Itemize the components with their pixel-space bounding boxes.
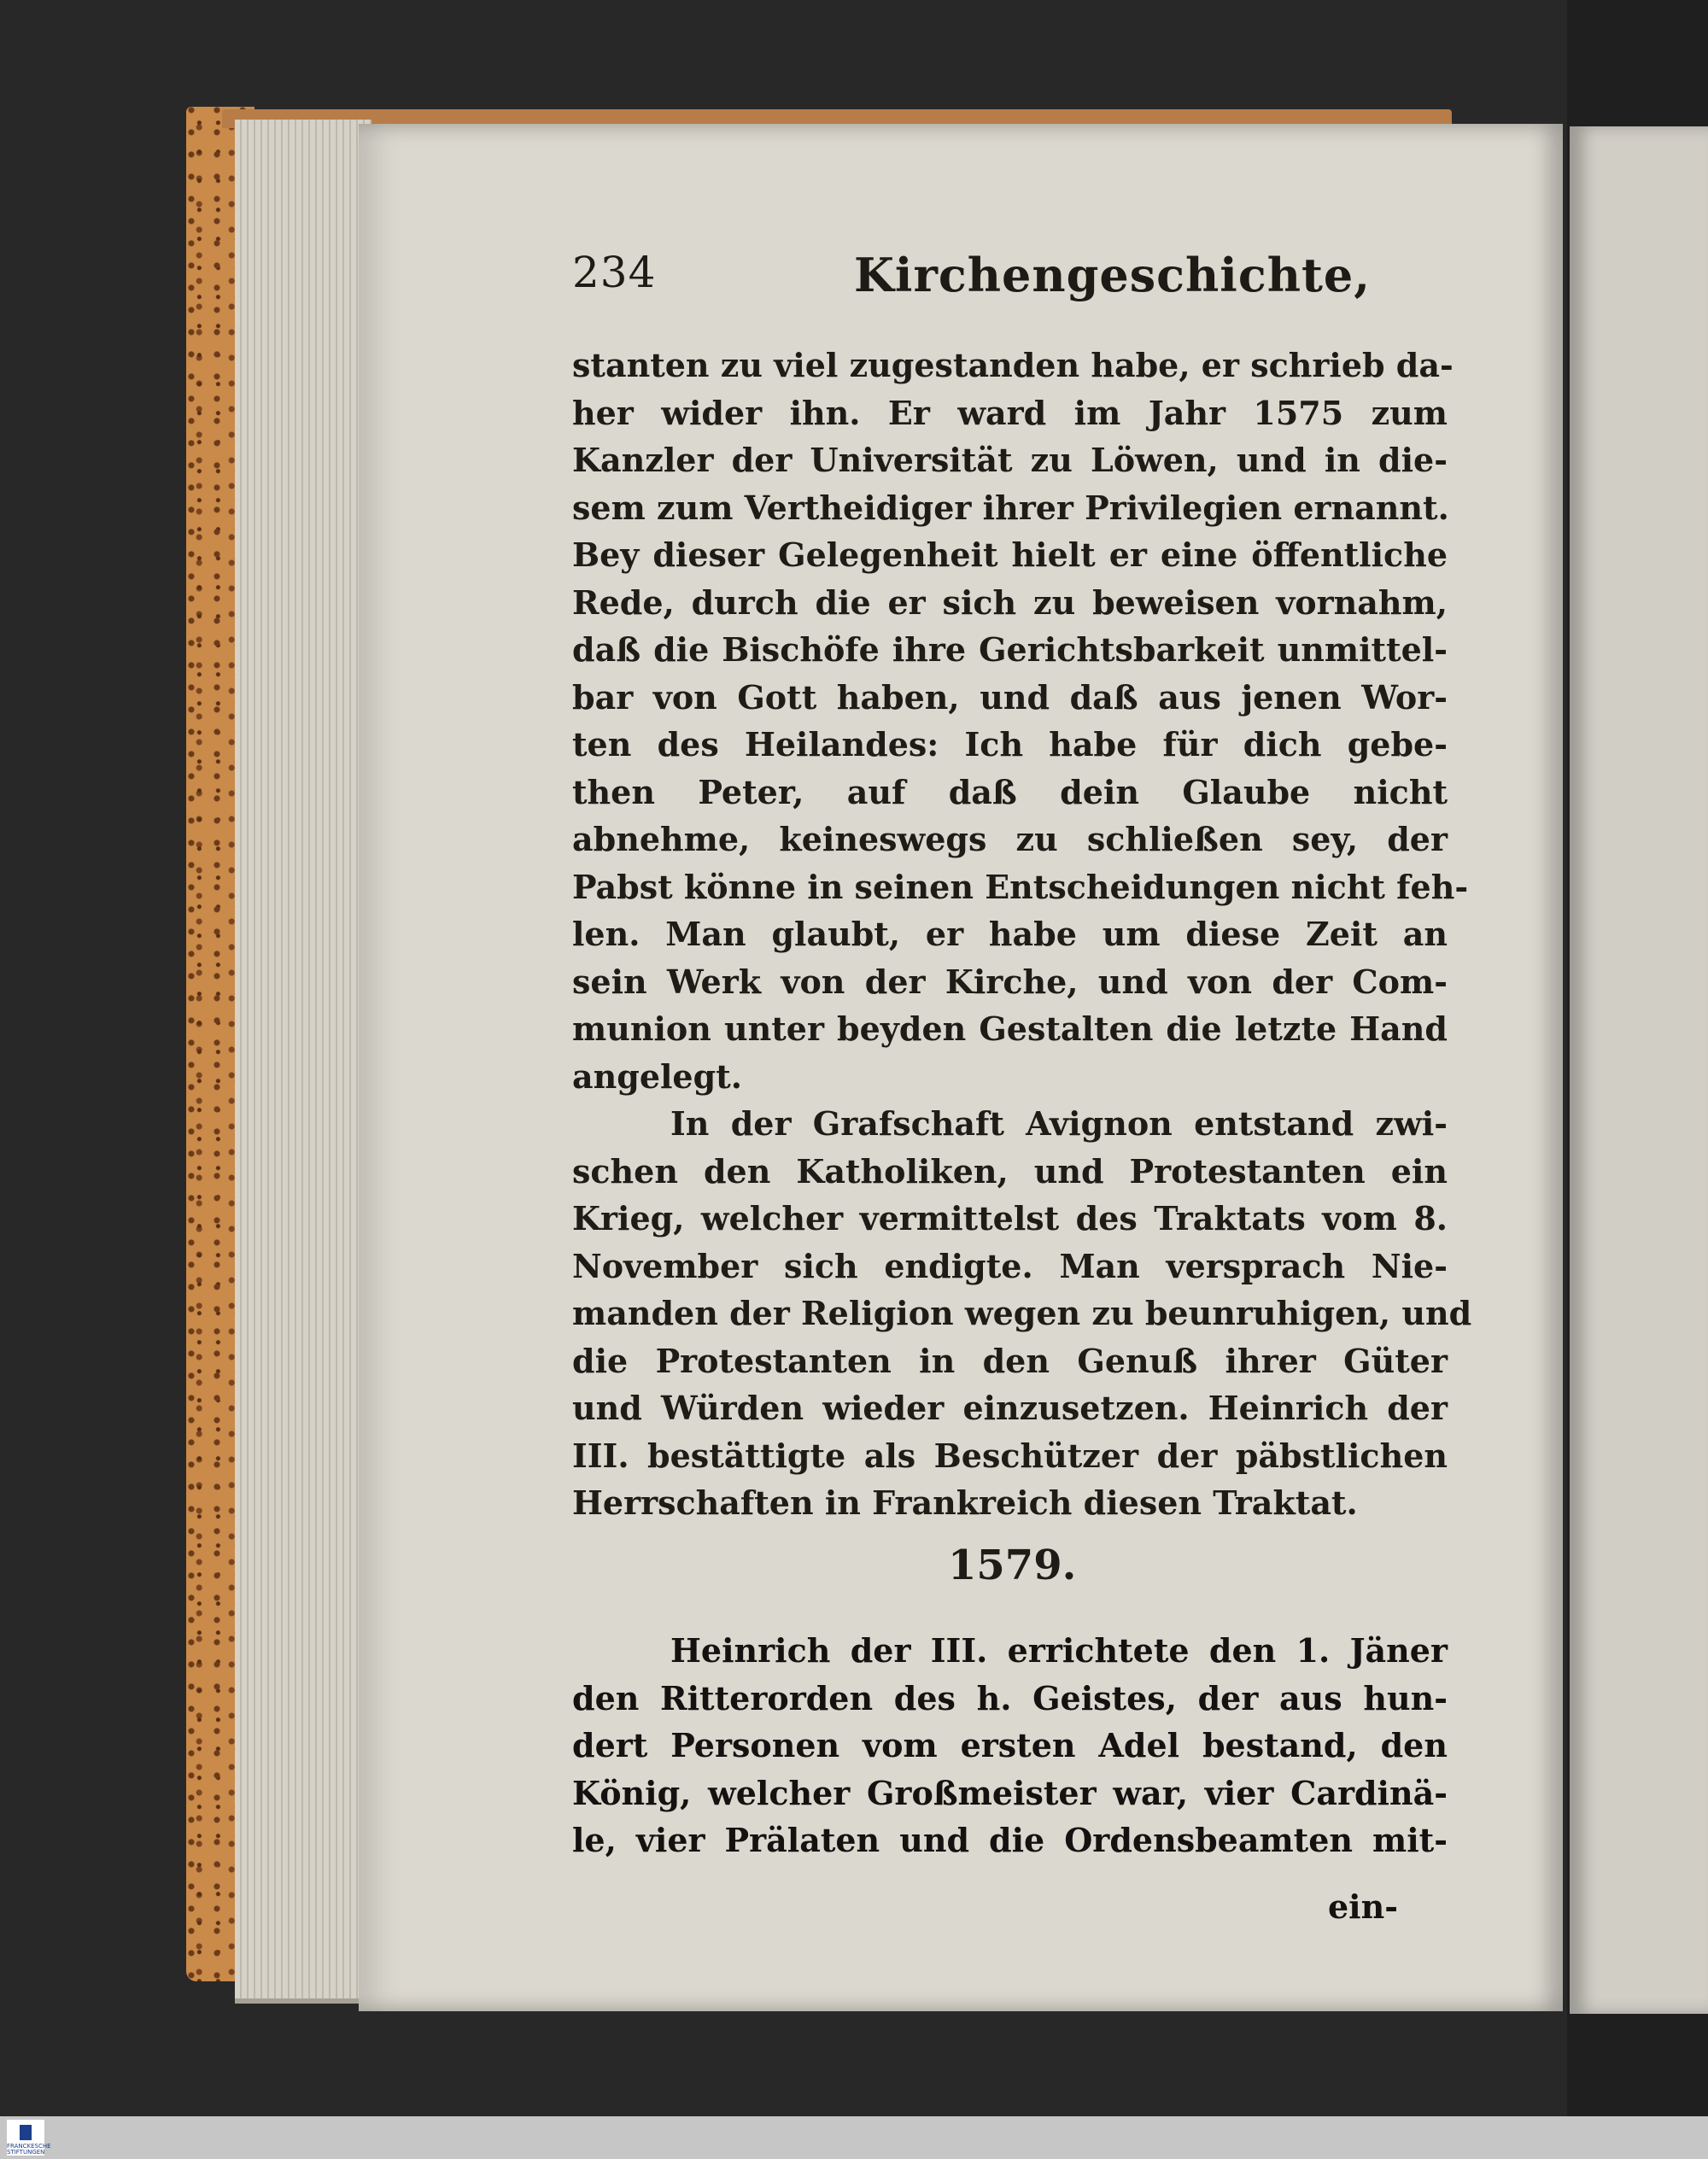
text-line: den Ritterorden des h. Geistes, der aus hun-	[572, 1678, 1448, 1717]
text-line: In der Grafschaft Avignon entstand zwi-	[670, 1104, 1448, 1143]
body-text	[572, 342, 1472, 1527]
page-header	[572, 248, 1448, 307]
text-line: manden der Religion wegen zu beunruhigen, und	[572, 1294, 1472, 1332]
text-line: daß die Bischöfe ihre Gerichtsbarkeit unmittel-	[572, 630, 1448, 669]
logo-text: FRANCKESCHE STIFTUNGEN	[7, 2143, 51, 2156]
text-line: schen den Katholiken, und Protestanten ein	[572, 1151, 1448, 1191]
viewer-footer-bar	[0, 2116, 1708, 2159]
page-edge-stack	[235, 120, 371, 2004]
catchword: ein-	[1328, 1887, 1399, 1926]
text-line: len. Man glaubt, er habe um diese Zeit an	[572, 915, 1448, 953]
text-line: le, vier Prälaten und die Ordensbeamten mit-	[572, 1821, 1448, 1859]
text-line: sein Werk von der Kirche, und von der Com-	[572, 962, 1448, 1001]
text-line: her wider ihn. Er ward im Jahr 1575 zum	[572, 393, 1448, 432]
text-line: November sich endigte. Man versprach Nie-	[572, 1246, 1448, 1285]
running-title: Kirchengeschichte,	[854, 248, 1372, 302]
text-line: Kanzler der Universität zu Löwen, und in die-	[572, 441, 1448, 479]
text-line: dert Personen vom ersten Adel bestand, den	[572, 1726, 1448, 1764]
text-line: ten des Heilandes: Ich habe für dich gebe-	[572, 725, 1448, 764]
text-line: Heinrich der III. errichtete den 1. Jäner	[670, 1631, 1448, 1670]
text-line: abnehme, keineswegs zu schließen sey, der	[572, 820, 1448, 858]
institution-logo[interactable]	[7, 2120, 51, 2156]
text-line: sem zum Vertheidiger ihrer Privilegien ernannt.	[572, 488, 1449, 527]
text-line: die Protestanten in den Genuß ihrer Güter	[572, 1341, 1448, 1380]
text-line: Pabst könne in seinen Entscheidungen nicht feh-	[572, 867, 1469, 906]
text-line: und Würden wieder einzusetzen. Heinrich der	[572, 1389, 1448, 1427]
text-line: Bey dieser Gelegenheit hielt er eine öffentliche	[572, 535, 1448, 574]
text-line: then Peter, auf daß dein Glaube nicht	[572, 772, 1448, 811]
page-number: 234	[572, 248, 657, 297]
text-line: bar von Gott haben, und daß aus jenen Wor-	[572, 677, 1448, 717]
facing-page	[1570, 126, 1708, 2014]
text-line: III. bestättigte als Beschützer der päbstlichen	[572, 1436, 1448, 1475]
text-line: Krieg, welcher vermittelst des Traktats vom 8.	[572, 1199, 1448, 1237]
text-line: König, welcher Großmeister war, vier Cardinä-	[572, 1773, 1448, 1812]
year-heading: 1579.	[948, 1542, 1077, 1589]
text-line: Herrschaften in Frankreich diesen Traktat.	[572, 1483, 1358, 1522]
text-line: Rede, durch die er sich zu beweisen vornahm,	[572, 582, 1448, 622]
logo-icon	[20, 2125, 32, 2140]
text-line: stanten zu viel zugestanden habe, er schrieb da-	[572, 346, 1454, 384]
text-line: munion unter beyden Gestalten die letzte Hand	[572, 1009, 1448, 1048]
section-text	[572, 1627, 1448, 1864]
text-line: angelegt.	[572, 1056, 742, 1096]
